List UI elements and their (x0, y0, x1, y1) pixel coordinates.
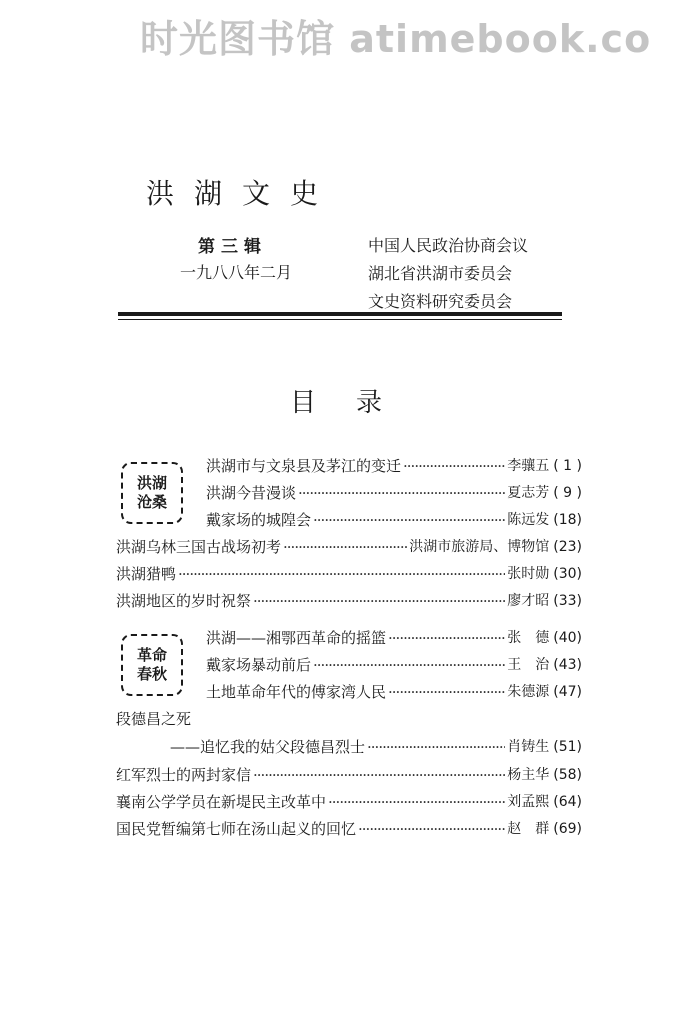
publisher-line: 中国人民政治协商会议 (368, 236, 529, 255)
badge-label: 洪湖 (136, 474, 167, 492)
toc-entry[interactable] (116, 535, 582, 559)
watermark-text: 时光图书馆 atimebook.co (140, 17, 652, 61)
section-badge-geming (121, 634, 183, 696)
entry-page: (18) (553, 512, 582, 528)
entry-title: 襄南公学学员在新堤民主改革中 (116, 793, 327, 811)
entry-title: ——追忆我的姑父段德昌烈士 (170, 738, 366, 756)
toc-entry[interactable] (116, 589, 582, 613)
badge-label: 沧桑 (136, 493, 167, 511)
toc-heading: 目录 (290, 388, 423, 418)
entry-page: (30) (553, 566, 582, 582)
entry-title: 洪湖乌林三国古战场初考 (116, 538, 282, 556)
toc-entry[interactable] (116, 562, 582, 586)
toc-entry[interactable] (116, 817, 582, 841)
entry-author: 陈远发 (507, 512, 550, 528)
entry-author: 廖才昭 (507, 593, 550, 609)
toc-entry[interactable] (206, 481, 582, 505)
entry-page: ( 9 ) (553, 485, 582, 501)
leader-dots (403, 454, 505, 478)
entry-title: 洪湖地区的岁时祝祭 (116, 592, 252, 610)
leader-dots (313, 508, 505, 532)
section-badge-hongmu (121, 462, 183, 524)
header-rule (118, 312, 562, 316)
entry-author: 洪湖市旅游局、博物馆 (409, 539, 550, 555)
entry-title: 洪湖——湘鄂西革命的摇篮 (206, 629, 387, 647)
entry-page: (43) (553, 657, 582, 673)
entry-page: (69) (553, 821, 582, 837)
entry-title: 红军烈士的两封家信 (116, 766, 252, 784)
toc-entry[interactable] (206, 454, 582, 478)
entry-title: 戴家场的城隍会 (206, 511, 312, 529)
standalone-title: 段德昌之死 (116, 710, 192, 728)
entry-title: 戴家场暴动前后 (206, 656, 312, 674)
toc-entry[interactable] (116, 763, 582, 787)
toc-entry[interactable] (116, 790, 582, 814)
toc-entry[interactable] (206, 680, 582, 704)
leader-dots (253, 763, 505, 787)
leader-dots (328, 790, 505, 814)
entry-author: 王 治 (507, 657, 550, 673)
leader-dots (358, 817, 505, 841)
entry-title: 洪湖今昔漫谈 (206, 484, 297, 502)
entry-author: 夏志芳 (507, 485, 550, 501)
leader-dots (313, 653, 505, 677)
leader-dots (388, 626, 505, 650)
publisher-block (368, 232, 528, 316)
badge-label: 革命 (136, 646, 167, 664)
entry-title: 国民党暂编第七师在汤山起义的回忆 (116, 820, 357, 838)
badge-label: 春秋 (136, 665, 167, 683)
leader-dots (367, 735, 505, 759)
leader-dots (388, 680, 505, 704)
entry-title: 土地革命年代的傅家湾人民 (206, 683, 387, 701)
leader-dots (178, 562, 505, 586)
entry-title: 洪湖猎鸭 (116, 565, 177, 583)
entry-author: 张时勋 (507, 566, 550, 582)
entry-page: (47) (553, 684, 582, 700)
entry-page: (58) (553, 767, 582, 783)
entry-page: (23) (553, 539, 582, 555)
entry-author: 肖铸生 (507, 739, 550, 755)
book-title: 洪湖文史 (146, 177, 339, 210)
entry-author: 李骧五 (507, 458, 550, 474)
entry-author: 张 德 (507, 630, 550, 646)
toc-entry[interactable] (206, 653, 582, 677)
entry-author: 朱德源 (507, 684, 550, 700)
issue-number: 第三辑 (198, 237, 267, 257)
entry-page: (51) (553, 739, 582, 755)
publisher-line: 湖北省洪湖市委员会 (368, 264, 513, 283)
entry-author: 刘孟熙 (507, 794, 550, 810)
leader-dots (253, 589, 505, 613)
leader-dots (298, 481, 505, 505)
header-rule-thin (118, 319, 562, 320)
issue-date: 一九八八年二月 (180, 263, 293, 282)
entry-page: (33) (553, 593, 582, 609)
entry-page: (64) (553, 794, 582, 810)
toc-entry[interactable] (206, 508, 582, 532)
entry-page: (40) (553, 630, 582, 646)
entry-title: 洪湖市与文泉县及茅江的变迁 (206, 457, 402, 475)
publisher-line: 文史资料研究委员会 (368, 292, 513, 311)
toc-entry[interactable] (170, 735, 582, 759)
entry-author: 赵 群 (507, 821, 550, 837)
toc-entry[interactable] (206, 626, 582, 650)
entry-author: 杨主华 (507, 767, 550, 783)
entry-page: ( 1 ) (553, 458, 582, 474)
leader-dots (283, 535, 407, 559)
